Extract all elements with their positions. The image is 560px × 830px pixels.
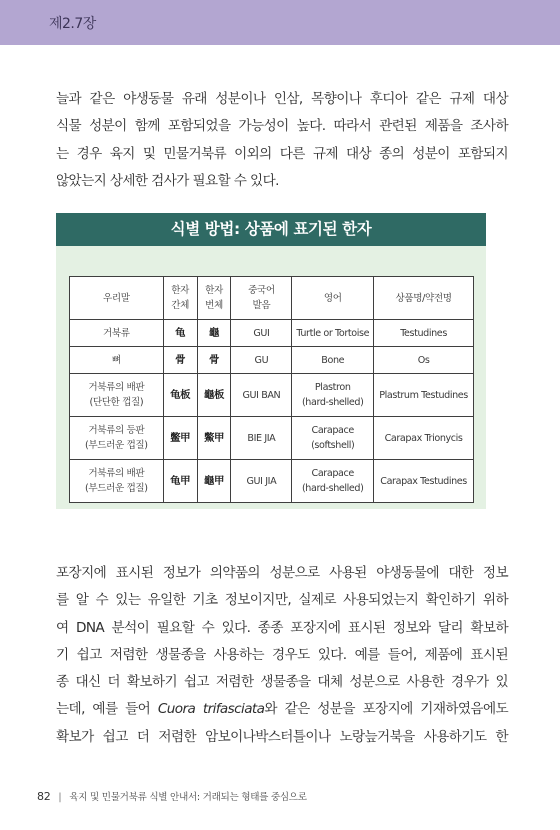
- page-footer: [37, 789, 307, 803]
- cell-simplified: 龟板: [163, 374, 197, 417]
- cell-simplified: 龟甲: [163, 460, 197, 503]
- paragraph-line: [56, 696, 508, 723]
- paragraph-line: 종 대신 더 확보하기 쉽고 저렴한 생물종을 대체 성분으로 사용한 경우가 있: [56, 674, 508, 691]
- table-row: [70, 460, 474, 503]
- paragraph-line: 식물 성분이 함께 포함되었을 가능성이 높다. 따라서 관련된 제품을 조사하: [56, 118, 508, 135]
- identification-box: [56, 213, 486, 509]
- cell-product: Carapax Testudines: [374, 460, 474, 503]
- paragraph-line: 기 쉽고 저렴한 생물종을 사용하는 경우도 있다. 예를 들어, 제품에 표시된: [56, 646, 508, 663]
- paragraph-line: 포장지에 표시된 정보가 의약품의 성분으로 사용된 야생동물에 대한 정보: [56, 565, 508, 581]
- cell-simplified: 龟: [163, 320, 197, 347]
- cell-english: Carapace (softshell): [292, 417, 374, 460]
- cell-pinyin: GUI BAN: [231, 374, 292, 417]
- cell-english: Turtle or Tortoise: [292, 320, 374, 347]
- table-row: [70, 374, 474, 417]
- cell-pinyin: GU: [231, 347, 292, 374]
- chapter-label: 제2.7장: [49, 16, 96, 32]
- cell-product: Os: [374, 347, 474, 374]
- cell-traditional: 龜板: [197, 374, 231, 417]
- header-product: 상품명/약전명: [374, 277, 474, 320]
- chapter-header-band: [0, 0, 560, 45]
- cell-korean: 거북류의 배판 (부드러운 껍질): [70, 460, 164, 503]
- cell-korean: 거북류: [70, 320, 164, 347]
- cell-pinyin: GUI JIA: [231, 460, 292, 503]
- header-pinyin: 중국어 발음: [231, 277, 292, 320]
- paragraph-line: 늘과 같은 야생동물 유래 성분이나 인삼, 목향이나 후디아 같은 규제 대상: [56, 91, 508, 107]
- paragraph-line: 확보가 쉽고 더 저렴한 암보이나박스터틀이나 노랑늪거북을 사용하기도 한: [56, 728, 508, 745]
- header-simplified: 한자 간체: [163, 277, 197, 320]
- table-header-row: [70, 277, 474, 320]
- cell-product: Testudines: [374, 320, 474, 347]
- cell-traditional: 骨: [197, 347, 231, 374]
- body-paragraph-2: [56, 560, 508, 751]
- cell-english: Bone: [292, 347, 374, 374]
- cell-product: Carapax Trionycis: [374, 417, 474, 460]
- running-title: 육지 및 민물거북류 식별 안내서: 거래되는 형태를 중심으로: [69, 792, 307, 803]
- cell-pinyin: BIE JIA: [231, 417, 292, 460]
- line-text: 는데, 예를 들어: [56, 701, 158, 718]
- cell-korean: 거북류의 등판 (부드러운 껍질): [70, 417, 164, 460]
- hanja-table: [69, 276, 474, 503]
- cell-traditional: 龜: [197, 320, 231, 347]
- cell-simplified: 骨: [163, 347, 197, 374]
- table-row: [70, 417, 474, 460]
- paragraph-line: 여 DNA 분석이 필요할 수 있다. 종종 포장지에 표시된 정보와 달리 확보하: [56, 619, 508, 636]
- cell-korean: 뼈: [70, 347, 164, 374]
- table-row: [70, 320, 474, 347]
- cell-traditional: 龜甲: [197, 460, 231, 503]
- cell-simplified: 鳖甲: [163, 417, 197, 460]
- cell-english: Carapace (hard-shelled): [292, 460, 374, 503]
- table-row: [70, 347, 474, 374]
- cell-english: Plastron (hard-shelled): [292, 374, 374, 417]
- cell-product: Plastrum Testudines: [374, 374, 474, 417]
- species-name: Cuora trifasciata: [157, 701, 265, 718]
- paragraph-line: 를 알 수 있는 유일한 기초 정보이지만, 실제로 사용되었는지 확인하기 위하: [56, 592, 508, 609]
- header-english: 영어: [292, 277, 374, 320]
- header-traditional: 한자 번체: [197, 277, 231, 320]
- line-text: 와 같은 성분을 포장지에 기재하였음에도: [264, 701, 509, 718]
- cell-korean: 거북류의 배판 (단단한 껍질): [70, 374, 164, 417]
- cell-pinyin: GUI: [231, 320, 292, 347]
- header-korean: 우리말: [70, 277, 164, 320]
- box-title: 식별 방법: 상품에 표기된 한자: [56, 213, 486, 246]
- paragraph-line: 않았는지 상세한 검사가 필요할 수 있다.: [56, 172, 279, 189]
- cell-traditional: 鱉甲: [197, 417, 231, 460]
- footer-separator: |: [58, 792, 62, 803]
- paragraph-line: 는 경우 육지 및 민물거북류 이외의 다른 규제 대상 종의 성분이 포함되지: [56, 145, 508, 162]
- page-number: 82: [37, 790, 51, 803]
- body-paragraph-1: [56, 86, 508, 195]
